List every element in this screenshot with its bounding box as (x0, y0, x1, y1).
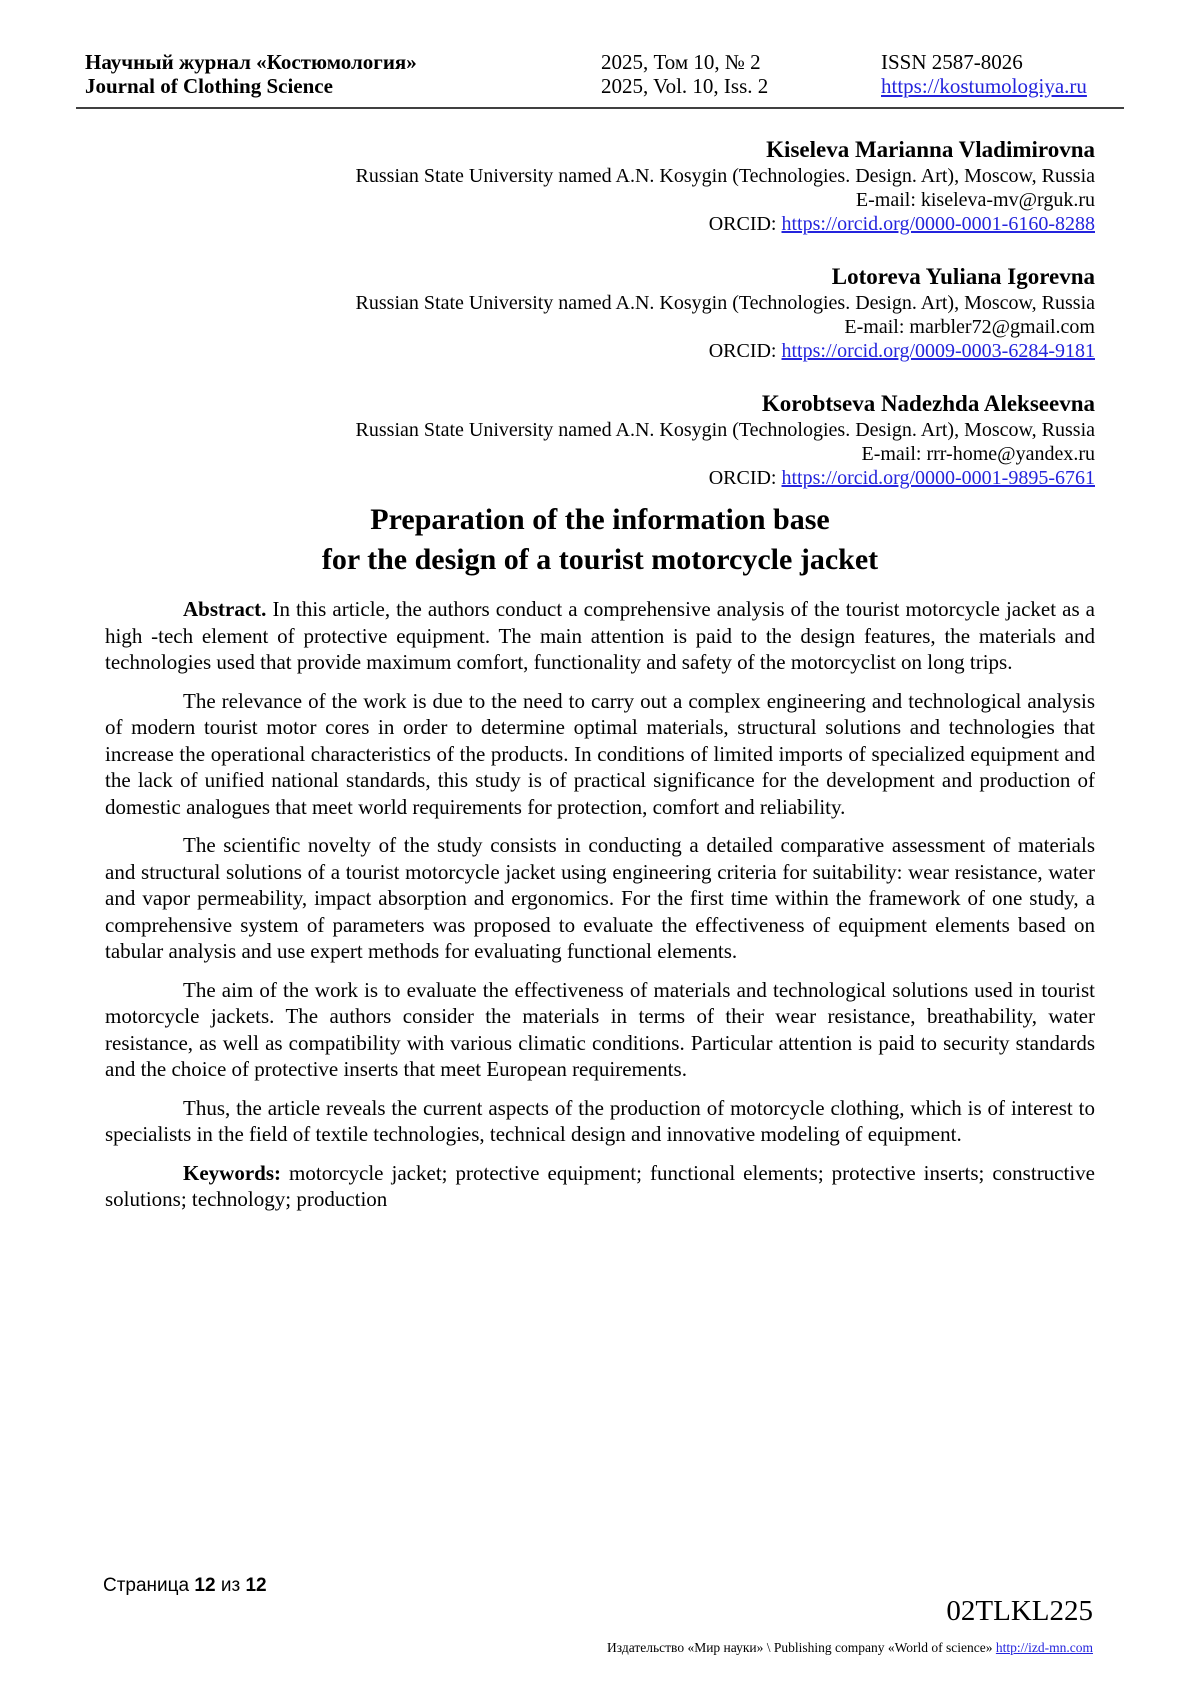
footer-publisher (607, 1639, 1093, 1656)
article-body (105, 596, 1095, 1225)
paragraph-text: The aim of the work is to evaluate the effectiveness of materials and technological solutions used in tourist motorcycle jackets. The authors consider the materials in terms of their wear resistance, breathability, water resistance, as well as compatibility with various climatic conditions. Particular attention is paid to security standards and the choice of protective inserts that meet European requirements. (105, 977, 1095, 1081)
page-current: 12 (194, 1575, 216, 1596)
article-title-line1: Preparation of the information base (370, 503, 830, 536)
article-title (105, 500, 1095, 580)
author-orcid-line (105, 466, 1095, 490)
orcid-label: ORCID: (708, 467, 782, 489)
journal-site-link[interactable]: https://kostumologiya.ru (881, 74, 1087, 98)
author-email: E-mail: rrr-home@yandex.ru (861, 443, 1095, 465)
author-affiliation: Russian State University named A.N. Kosygin (Technologies. Design. Art), Moscow, Russia (355, 292, 1095, 314)
keywords-text: motorcycle jacket; protective equipment; functional elements; protective inserts; constructive solutions; technology; production (105, 1160, 1095, 1211)
paragraph-text: The scientific novelty of the study consists in conducting a detailed comparative assessment of materials and structural solutions of a tourist motorcycle jacket using engineering criteria for suitability: wear resistance, water and vapor permeability, impact absorption and ergonomics. For the first time within the framework of one study, a comprehensive system of parameters was proposed to evaluate the effectiveness of equipment elements based on tabular analysis and use expert methods for evaluating functional elements. (105, 833, 1095, 963)
body-paragraph (105, 832, 1095, 965)
issue-info-en: 2025, Vol. 10, Iss. 2 (601, 74, 769, 98)
author-block (105, 390, 1095, 490)
journal-title-en: Journal of Clothing Science (85, 74, 333, 98)
abstract-label: Abstract. (183, 597, 267, 621)
footer-article-code: 02TLKL225 (946, 1595, 1093, 1627)
article-title-line2: for the design of a tourist motorcycle jacket (321, 543, 879, 576)
issn-number: ISSN 2587-8026 (881, 50, 1023, 74)
body-paragraph (105, 1095, 1095, 1148)
publisher-site-link[interactable]: http://izd-mn.com (995, 1640, 1093, 1655)
author-email: E-mail: marbler72@gmail.com (844, 316, 1095, 338)
paragraph-text: The relevance of the work is due to the need to carry out a complex engineering and technological analysis of modern tourist motor cores in order to determine optimal materials, structural solutions and technologies that increase the operational characteristics of the products. In conditions of limited imports of specialized equipment and the lack of unified national standards, this study is of practical significance for the development and production of domestic analogues that meet world requirements for protection, comfort and reliability. (105, 688, 1095, 819)
journal-title-block (76, 50, 601, 98)
author-name: Lotoreva Yuliana Igorevna (831, 264, 1095, 289)
abstract-paragraph (105, 596, 1095, 676)
paragraph-text: In this article, the authors conduct a comprehensive analysis of the tourist motorcycle jacket as a high -tech element of protective equipment. The main attention is paid to the design features, the materials and technologies used that provide maximum comfort, functionality and safety of the motorcyclist on long trips. (105, 597, 1095, 674)
publisher-text: Издательство «Мир науки» \ Publishing company «World of science» (607, 1640, 996, 1655)
orcid-label: ORCID: (708, 340, 782, 362)
author-name: Kiseleva Marianna Vladimirovna (766, 137, 1095, 162)
body-paragraph (105, 688, 1095, 821)
journal-title-ru: Научный журнал «Костюмология» (85, 50, 417, 74)
author-orcid-link[interactable]: https://orcid.org/0000-0001-6160-8288 (781, 213, 1095, 235)
issue-info-block (601, 50, 881, 98)
author-email: E-mail: kiseleva-mv@rguk.ru (855, 189, 1095, 211)
page-total: 12 (245, 1575, 267, 1596)
orcid-label: ORCID: (708, 213, 782, 235)
of-word: из (220, 1575, 241, 1596)
author-orcid-link[interactable]: https://orcid.org/0000-0001-9895-6761 (781, 467, 1095, 489)
author-affiliation: Russian State University named A.N. Kosygin (Technologies. Design. Art), Moscow, Russia (355, 419, 1095, 441)
author-orcid-line (105, 339, 1095, 363)
body-paragraph (105, 977, 1095, 1083)
paragraph-text: Thus, the article reveals the current aspects of the production of motorcycle clothing, which is of interest to specialists in the field of textile technologies, technical design and innovative modeling of equipment. (105, 1095, 1095, 1146)
page-header (76, 50, 1124, 109)
page-word: Страница (103, 1575, 190, 1596)
author-affiliation: Russian State University named A.N. Kosygin (Technologies. Design. Art), Moscow, Russia (355, 165, 1095, 187)
keywords-paragraph (105, 1160, 1095, 1213)
footer-page-number (103, 1574, 267, 1598)
keywords-label: Keywords: (183, 1160, 281, 1185)
author-orcid-line (105, 212, 1095, 236)
author-block (105, 263, 1095, 363)
author-block (105, 136, 1095, 236)
author-orcid-link[interactable]: https://orcid.org/0009-0003-6284-9181 (781, 340, 1095, 362)
issn-block (881, 50, 1124, 98)
author-name: Korobtseva Nadezhda Alekseevna (761, 391, 1095, 416)
authors-section (105, 136, 1095, 517)
issue-info-ru: 2025, Том 10, № 2 (601, 50, 761, 74)
